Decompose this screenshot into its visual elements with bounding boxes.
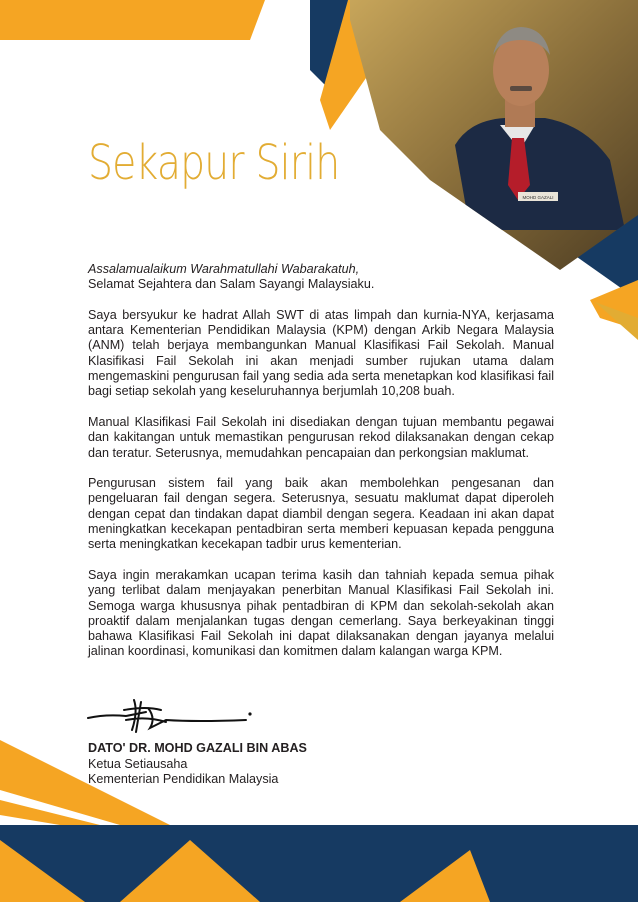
signer-name: DATO' DR. MOHD GAZALI BIN ABAS (88, 741, 307, 755)
paragraph-3: Pengurusan sistem fail yang baik akan membolehkan pengesanan dan pengeluaran fail dengan segera. Seterusnya, sesuatu maklumat dapat diperoleh dengan cepat dan tindakan dapat diambil dengan segera. Keadaan ini akan dapat meningkatkan kecekapan pentadbiran serta memberi kepuasan kepada pengguna serta meningkatkan kecekapan tadbir urus kementerian. (88, 476, 554, 552)
paragraph-1: Saya bersyukur ke hadrat Allah SWT di atas limpah dan kurnia-NYA, kerjasama antara Kementerian Pendidikan Malaysia (KPM) dengan Arkib Negara Malaysia (ANM) telah berjaya membangunkan Manual Klasifikasi Fail Sekolah. Manual Klasifikasi Fail Sekolah ini akan menjadi sumber rujukan utama dalam mengemaskini pengurusan fail yang sedia ada serta menetapkan kod klasifikasi fail bagi setiap sekolah yang keseluruhannya berjumlah 10,208 buah. (88, 307, 554, 399)
signature-image (86, 690, 256, 740)
paragraph-2: Manual Klasifikasi Fail Sekolah ini disediakan dengan tujuan membantu pegawai dan kakitangan untuk memastikan pengurusan rekod dilaksanakan dengan cekap dan teratur. Seterusnya, memudahkan pencapaian dan perkongsian maklumat. (88, 414, 554, 460)
greeting-arabic: Assalamualaikum Warahmatullahi Wabarakatuh, (88, 262, 360, 276)
signer-organization: Kementerian Pendidikan Malaysia (88, 772, 279, 786)
page-title: Sekapur Sirih (88, 135, 340, 191)
greeting (88, 262, 554, 293)
paragraph-4: Saya ingin merakamkan ucapan terima kasih dan tahniah kepada semua pihak yang terlibat dalam menjayakan penerbitan Manual Klasifikasi Fail Sekolah ini. Semoga warga khususnya pihak pentadbiran di KPM dan sekolah-sekolah akan proaktif dalam menjalankan tugas dengan cemerlang. Saya berkeyakinan tinggi bahawa Klasifikasi Fail Sekolah ini dapat dilaksanakan dengan jayanya melalui jalinan koordinasi, komunikasi dan komitmen dalam kalangan warga KPM. (88, 567, 554, 659)
letter-body (88, 262, 554, 675)
signer-block (88, 741, 307, 788)
signer-position: Ketua Setiausaha (88, 756, 188, 771)
greeting-malay: Selamat Sejahtera dan Salam Sayangi Malaysiaku. (88, 277, 375, 292)
name-badge: MOHD GAZALI (522, 195, 554, 200)
